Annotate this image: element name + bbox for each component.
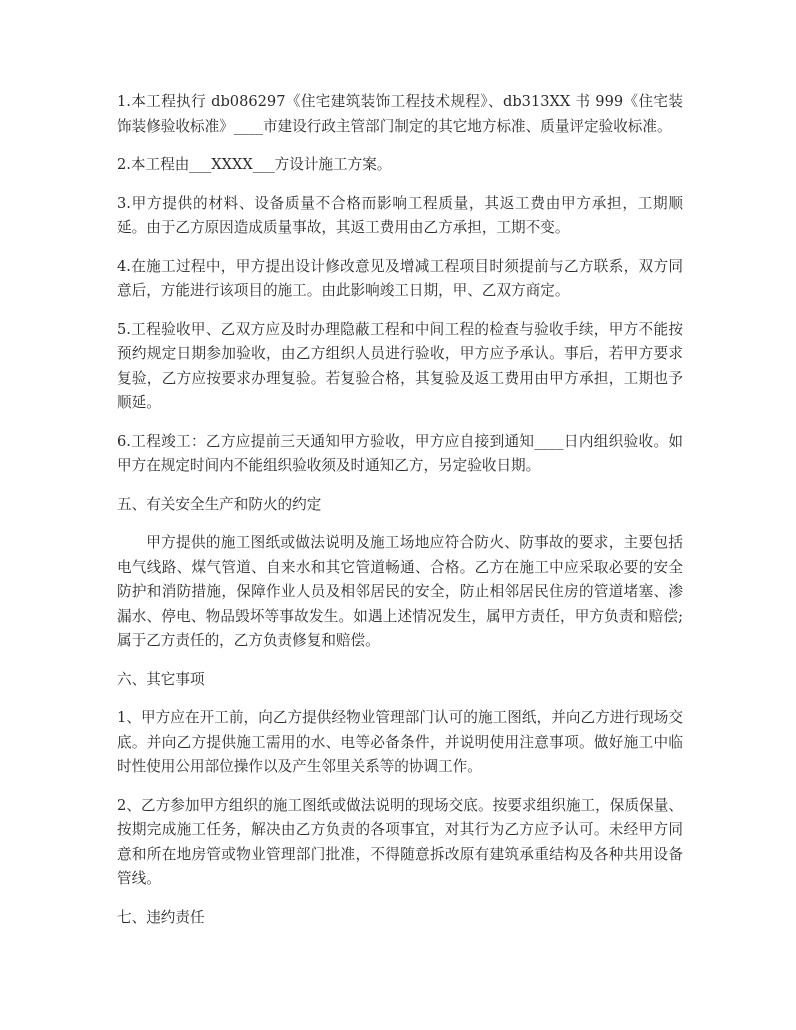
clause-1-standards: 1.本工程执行 db086297《住宅建筑装饰工程技术规程》、db313XX 书 999《住宅装饰装修验收标准》____市建设行政主管部门制定的其它地方标准、质量评定验收标准。 <box>117 93 683 135</box>
clause-5-inspection: 5.工程验收甲、乙双方应及时办理隐蔽工程和中间工程的检查与验收手续，甲方不能按预约规定日期参加验收，由乙方组织人员进行验收，甲方应予承认。事后，若甲方要求复验，乙方应按要求办理复验。若复验合格，其复验及返工费用由甲方承担，工期也予顺延。 <box>117 320 683 411</box>
clause-2-design: 2.本工程由___XXXX___方设计施工方案。 <box>117 156 392 173</box>
section-5-heading: 五、有关安全生产和防火的约定 <box>117 495 322 513</box>
clause-3-material-quality: 3.甲方提供的材料、设备质量不合格而影响工程质量，其返工费由甲方承担，工期顺延。由于乙方原因造成质量事故，其返工费用由乙方承担，工期不变。 <box>117 194 683 236</box>
section-7-heading: 七、违约责任 <box>117 908 205 926</box>
clause-6-completion: 6.工程竣工：乙方应提前三天通知甲方验收，甲方应自接到通知____日内组织验收。如甲方在规定时间内不能组织验收须及时通知乙方，另定验收日期。 <box>117 432 683 474</box>
clause-4-design-changes: 4.在施工过程中，甲方提出设计修改意见及增减工程项目时须提前与乙方联系，双方同意后，方能进行该项目的施工。由此影响竣工日期，甲、乙双方商定。 <box>117 257 683 299</box>
section-6-item-1: 1、甲方应在开工前，向乙方提供经物业管理部门认可的施工图纸，并向乙方进行现场交底。并向乙方提供施工需用的水、电等必备条件，并说明使用注意事项。做好施工中临时性使用公用部位操作以及产生邻里关系等的协调工作。 <box>117 709 683 775</box>
document-body <box>117 90 683 944</box>
section-6-heading: 六、其它事项 <box>117 670 205 688</box>
section-6-item-2: 2、乙方参加甲方组织的施工图纸或做法说明的现场交底。按要求组织施工，保质保量、按期完成施工任务，解决由乙方负责的各项事宜，对其行为乙方应予认可。未经甲方同意和所在地房管或物业管理部门批准，不得随意拆改原有建筑承重结构及各种共用设备管线。 <box>117 796 683 887</box>
section-5-body: 甲方提供的施工图纸或做法说明及施工场地应符合防火、防事故的要求，主要包括电气线路、煤气管道、自来水和其它管道畅通、合格。乙方在施工中应采取必要的安全防护和消防措施，保障作业人员及相邻居民的安全，防止相邻居民住房的管道堵塞、渗漏水、停电、物品毁坏等事故发生。如遇上述情况发生，属甲方责任，甲方负责和赔偿;属于乙方责任的，乙方负责修复和赔偿。 <box>117 534 683 649</box>
